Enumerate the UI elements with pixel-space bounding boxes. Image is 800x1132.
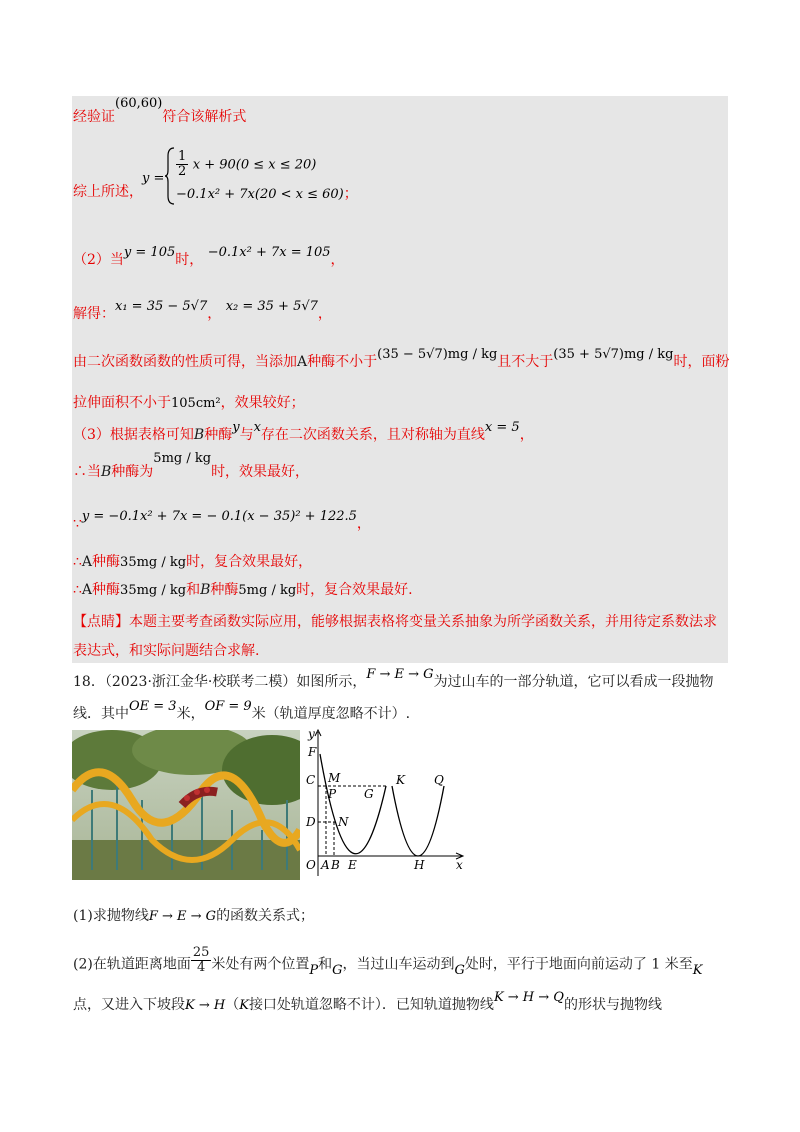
q2-P: P xyxy=(309,962,319,978)
label-K: K xyxy=(396,773,405,787)
line2-b: 米， xyxy=(176,706,205,722)
question-1 xyxy=(73,906,314,927)
because-end: ， xyxy=(356,516,371,532)
solve-line xyxy=(73,299,332,325)
q2-fraction xyxy=(191,946,212,975)
q2-a: (2)在轨道距离地面 xyxy=(73,956,191,973)
p2-end: ， xyxy=(330,252,345,268)
th3-c: 和 xyxy=(186,582,201,598)
p3-a: （3）根据表格可知 xyxy=(73,427,194,443)
label-E: E xyxy=(348,858,357,872)
summary-y-eq xyxy=(142,168,164,189)
th1-val: 5mg / kg xyxy=(153,451,212,466)
because-symbol: ∵ xyxy=(73,516,82,532)
prop-lo: (35 − 5√7)mg / kg xyxy=(377,347,498,362)
prop-b: 种酶不小于 xyxy=(307,354,378,370)
q2-K: K xyxy=(692,962,703,978)
label-y: y xyxy=(308,727,315,741)
label-G: G xyxy=(364,787,374,801)
question-2-cont xyxy=(73,990,662,1016)
because-line xyxy=(73,509,371,535)
piece1-expr: x + 90(0 ≤ x ≤ 20) xyxy=(192,157,317,173)
brace-icon xyxy=(164,146,176,206)
problem-intro-b: 为过山车的一部分轨道，它可以看成一段抛物 xyxy=(433,674,714,690)
th3-e: 时，复合效果最好. xyxy=(296,582,413,598)
piece-1 xyxy=(176,150,316,179)
label-x: x xyxy=(456,858,463,872)
piece1-fraction xyxy=(176,150,188,179)
label-A: A xyxy=(321,858,330,872)
label-B: B xyxy=(331,858,340,872)
q3-khq: K → H → Q xyxy=(493,990,564,1005)
verify-line xyxy=(73,96,247,128)
x1: x₁ = 35 − 5√7 xyxy=(115,299,208,314)
p3-axis: x = 5 xyxy=(484,420,520,435)
comment-line-1: 【点睛】本题主要考查函数实际应用，能够根据表格将变量关系抽象为所学函数关系，并用待定系数法求 xyxy=(73,614,717,630)
track-fe-g: F → E → G xyxy=(366,667,434,682)
label-F: F xyxy=(308,745,317,759)
label-M: M xyxy=(328,771,341,785)
label-H: H xyxy=(414,858,425,872)
property-line-2 xyxy=(73,393,305,414)
q2-c: 和 xyxy=(318,956,333,973)
verify-prefix: 经验证 xyxy=(73,109,115,125)
th2-A: A xyxy=(81,554,93,570)
q2-G2: G xyxy=(454,962,465,978)
therefore-line-3 xyxy=(73,580,413,601)
th2-a: ∴ xyxy=(73,554,82,570)
question-2 xyxy=(73,945,703,979)
q2-e: 处时，平行于地面向前运动了 1 米至 xyxy=(464,956,693,973)
th3-a: ∴ xyxy=(73,582,82,598)
p3-y: y xyxy=(232,420,240,435)
th2-val: 35mg / kg xyxy=(120,555,187,570)
frac-num: 1 xyxy=(178,149,187,164)
parabola-diagram xyxy=(300,726,470,886)
label-O: O xyxy=(306,858,316,872)
piece-2 xyxy=(176,184,358,205)
th1-b: 种酶为 xyxy=(111,464,154,480)
q1-b: 的函数关系式； xyxy=(216,908,315,924)
label-C: C xyxy=(306,773,316,787)
oe-value: OE = 3 xyxy=(129,699,177,714)
problem-intro: 18．（2023·浙江金华·校联考二模）如图所示， xyxy=(73,674,367,690)
sep: ， xyxy=(207,306,222,322)
q2-G: G xyxy=(332,962,343,978)
th3-val1: 35mg / kg xyxy=(120,583,187,598)
q1-track: F → E → G xyxy=(148,909,217,924)
frac-den: 2 xyxy=(178,164,187,179)
prop-A: A xyxy=(297,354,308,370)
therefore-line-2 xyxy=(73,552,312,573)
q1-a: (1)求抛物线 xyxy=(73,908,149,924)
q2-num: 25 xyxy=(192,945,210,960)
q3-b: （ xyxy=(225,997,240,1013)
roller-coaster-photo xyxy=(72,730,300,880)
p3-c: 与 xyxy=(239,427,254,443)
therefore-line-1 xyxy=(73,451,310,483)
p3-end: ， xyxy=(519,427,534,443)
prop-d: 时，面粉 xyxy=(673,354,730,370)
q3-kh: K → H xyxy=(185,998,226,1013)
solve-prefix: 解得： xyxy=(73,306,115,322)
th3-b: 种酶 xyxy=(92,582,121,598)
q3-K: K xyxy=(239,998,249,1013)
p2-cond: y = 105 xyxy=(123,245,176,260)
label-D: D xyxy=(306,815,316,829)
q2-d: ，当过山车运动到 xyxy=(342,956,455,973)
prop2-b: ，效果较好； xyxy=(220,395,305,411)
prop2-a: 拉伸面积不小于 xyxy=(73,395,171,411)
p3-b: 种酶 xyxy=(204,427,233,443)
th3-B: B xyxy=(200,582,211,598)
q2-den: 4 xyxy=(196,960,206,975)
p2-prefix: （2）当 xyxy=(73,252,124,268)
because-eq: y = −0.1x² + 7x = − 0.1(x − 35)² + 122.5 xyxy=(81,509,357,524)
th1-B: B xyxy=(101,464,112,480)
part3-line xyxy=(73,420,534,446)
verify-point: (60,60) xyxy=(115,96,163,111)
p2-mid: 时， xyxy=(175,252,204,268)
verify-suffix: 符合该解析式 xyxy=(162,109,247,125)
problem-line-1 xyxy=(73,667,714,693)
q3-a: 点，又进入下坡段 xyxy=(73,997,185,1013)
x2: x₂ = 35 + 5√7 xyxy=(225,299,318,314)
th2-b: 种酶 xyxy=(92,554,121,570)
th2-c: 时，复合效果最好， xyxy=(186,554,313,570)
prop-a: 由二次函数函数的性质可得，当添加 xyxy=(73,354,297,370)
label-N: N xyxy=(338,815,349,829)
summary-label: 综上所述， xyxy=(73,184,143,200)
y-eq: y = xyxy=(142,171,165,186)
property-line xyxy=(73,347,730,373)
prop-c: 且不大于 xyxy=(497,354,554,370)
prop-hi: (35 + 5√7)mg / kg xyxy=(553,347,674,362)
part2-line xyxy=(73,245,345,271)
line2-a: 线．其中 xyxy=(73,706,129,722)
th3-val2: 5mg / kg xyxy=(238,583,297,598)
th1-a: ∴当 xyxy=(73,464,101,480)
p3-B: B xyxy=(193,427,205,443)
piece2-expr: −0.1x² + 7x(20 < x ≤ 60) xyxy=(176,187,344,202)
p3-x: x xyxy=(253,420,261,435)
comment-line-2: 表达式，和实际问题结合求解. xyxy=(73,643,260,659)
of-value: OF = 9 xyxy=(204,699,252,714)
line2-c: 米（轨道厚度忽略不计）. xyxy=(251,706,411,722)
p2-eq: −0.1x² + 7x = 105 xyxy=(207,245,331,260)
th3-d: 种酶 xyxy=(210,582,239,598)
label-Q: Q xyxy=(434,773,444,787)
summary-end: ； xyxy=(343,186,358,202)
p3-d: 存在二次函数关系，且对称轴为直线 xyxy=(260,427,485,443)
th1-c: 时，效果最好， xyxy=(211,464,310,480)
q3-c: 接口处轨道忽略不计）．已知轨道抛物线 xyxy=(248,997,494,1013)
problem-line-2 xyxy=(73,699,411,725)
label-P: P xyxy=(328,787,337,801)
solve-end: ， xyxy=(317,306,332,322)
prop2-val: 105cm² xyxy=(171,396,221,411)
q2-b: 米处有两个位置 xyxy=(211,956,310,973)
th3-A: A xyxy=(81,582,93,598)
q3-d: 的形状与抛物线 xyxy=(563,997,662,1013)
